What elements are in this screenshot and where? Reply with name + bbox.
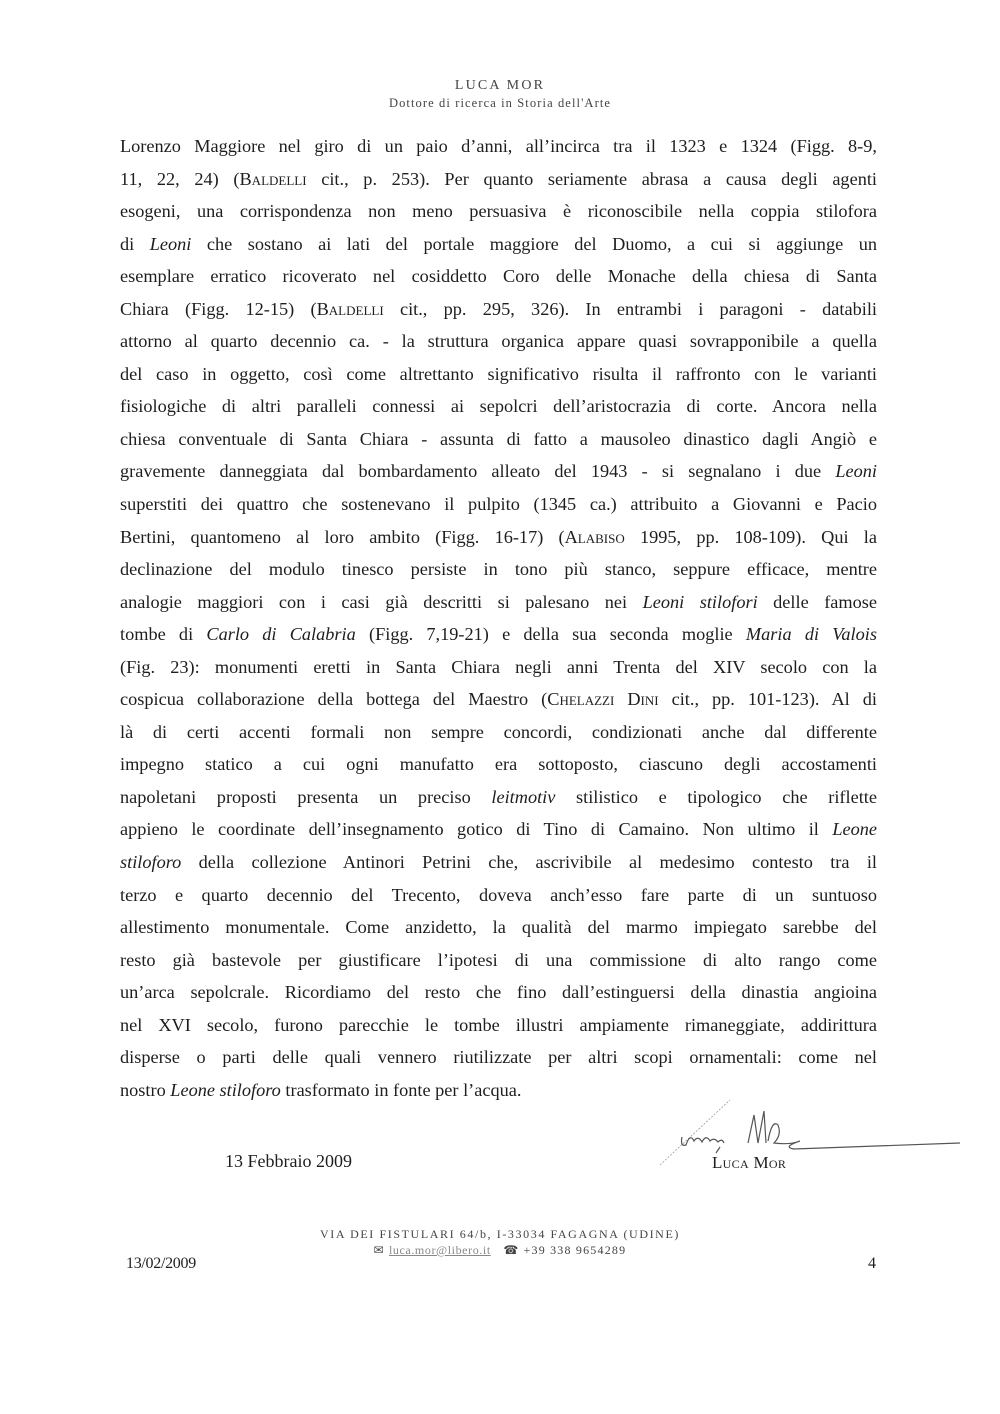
text-run: cit., p. 253). Per quanto seriamente abrasa a causa degli agenti	[306, 168, 877, 189]
body-line	[120, 390, 877, 423]
text-run: Lorenzo Maggiore nel giro di un paio d’anni, all’incirca tra il 1323 e 1324 (Figg. 8-9,	[120, 136, 877, 156]
text-run: trasformato in fonte per l’acqua.	[280, 1079, 522, 1100]
text-run: (Figg. 7,19-21) e della sua seconda moglie	[355, 624, 746, 645]
italic-term: leitmotiv	[491, 786, 556, 807]
text-run: tombe di	[120, 624, 207, 645]
text-run: 11, 22, 24) (	[120, 168, 240, 189]
text-run: chiesa conventuale di Santa Chiara - assunta di fatto a mausoleo dinastico dagli Angiò e	[120, 428, 877, 449]
text-run: terzo e quarto decennio del Trecento, doveva anch’esso fare parte di un suntuoso	[120, 884, 877, 905]
author-citation: Alabiso	[564, 526, 625, 547]
body-line	[120, 195, 877, 228]
italic-term: Leoni	[835, 461, 877, 482]
email-link[interactable]: luca.mor@libero.it	[388, 1243, 491, 1257]
letterhead-name: LUCA MOR	[454, 78, 546, 93]
text-run: impegno statico a cui ogni manufatto era sottoposto, ciascuno degli accostamenti	[120, 754, 877, 775]
text-run: del caso in oggetto, così come altrettanto significativo risulta il raffronto con le varianti	[120, 363, 877, 384]
handwritten-signature	[650, 1085, 970, 1175]
body-line	[120, 911, 877, 944]
text-run: cit., pp. 295, 326). In entrambi i paragoni - databili	[383, 298, 877, 319]
text-run: che sostano ai lati del portale maggiore del Duomo, a cui si aggiunge un	[191, 233, 877, 254]
author-citation: Baldelli	[239, 168, 307, 189]
body-line	[120, 130, 877, 163]
text-run: appieno le coordinate dell’insegnamento gotico di Tino di Camaino. Non ultimo il	[120, 819, 833, 840]
text-run: allestimento monumentale. Come anzidetto, la qualità del marmo impiegato sarebbe del	[120, 917, 877, 938]
body-line	[120, 879, 877, 912]
text-run: nostro	[120, 1079, 171, 1100]
phone-number: +39 338 9654289	[523, 1243, 627, 1257]
body-line	[120, 488, 877, 521]
author-citation: Baldelli	[316, 298, 384, 319]
body-line	[120, 846, 877, 879]
body-line	[120, 618, 877, 651]
text-run: stilistico e tipologico che riflette	[555, 786, 877, 807]
text-run: esemplare erratico ricoverato nel cosiddetto Coro delle Monache della chiesa di Santa	[120, 266, 877, 287]
body-text	[120, 130, 877, 1106]
body-line	[120, 423, 877, 456]
body-line	[120, 813, 877, 846]
print-date: 13/02/2009	[126, 1255, 196, 1272]
text-run: un’arca sepolcrale. Ricordiamo del resto che fino dall’estinguersi della dinastia angioina	[120, 982, 877, 1003]
text-run: (Fig. 23): monumenti eretti in Santa Chiara negli anni Trenta del XIV secolo con la	[120, 656, 877, 677]
body-line	[120, 781, 877, 814]
italic-term: Leone	[832, 819, 877, 840]
body-line	[120, 976, 877, 1009]
body-line	[120, 1009, 877, 1042]
text-run: cit., pp. 101-123). Al di	[658, 689, 877, 710]
body-line	[120, 748, 877, 781]
letterhead-subtitle: Dottore di ricerca in Storia dell'Arte	[388, 96, 612, 110]
text-run: gravemente danneggiata dal bombardamento alleato del 1943 - si segnalano i due	[120, 461, 836, 482]
text-run: della collezione Antinori Petrini che, ascrivibile al medesimo contesto tra il	[181, 852, 877, 873]
text-run: napoletani proposti presenta un preciso	[120, 786, 492, 807]
body-line	[120, 358, 877, 391]
text-run: declinazione del modulo tinesco persiste in tono più stanco, seppure efficace, mentre	[120, 559, 877, 580]
italic-term: Maria di Valois	[745, 624, 877, 645]
italic-term: Leone stiloforo	[170, 1079, 281, 1100]
text-run: attorno al quarto decennio ca. - la struttura organica appare quasi sovrapponibile a quella	[120, 331, 877, 352]
body-line	[120, 553, 877, 586]
text-run: resto già bastevole per giustificare l’ipotesi di una commissione di alto rango come	[120, 949, 877, 970]
closing-date: 13 Febbraio 2009	[225, 1151, 352, 1171]
text-run: là di certi accenti formali non sempre concordi, condizionati anche dal differente	[120, 721, 877, 742]
body-line	[120, 586, 877, 619]
body-line	[120, 521, 877, 554]
page-number: 4	[868, 1255, 876, 1272]
italic-term: Carlo di Calabria	[206, 624, 356, 645]
text-run: analogie maggiori con i casi già descritti si palesano nei	[120, 591, 643, 612]
text-run: esogeni, una corrispondenza non meno persuasiva è riconoscibile nella coppia stilofora	[120, 201, 877, 222]
text-run: cospicua collaborazione della bottega del Maestro (	[120, 689, 548, 710]
italic-term: Leoni	[149, 233, 192, 254]
body-line	[120, 455, 877, 488]
signer-name: Luca Mor	[712, 1153, 787, 1172]
body-line	[120, 325, 877, 358]
text-run: disperse o parti delle quali vennero riutilizzate per altri scopi ornamentali: come nel	[120, 1047, 877, 1068]
footer-address: VIA DEI FISTULARI 64/b, I-33034 FAGAGNA (UDINE)	[320, 1227, 680, 1241]
text-run: di	[120, 233, 150, 254]
text-run: superstiti dei quattro che sostenevano il pulpito (1345 ca.) attribuito a Giovanni e Pacio	[120, 494, 877, 515]
italic-term: Leoni stilofori	[642, 591, 758, 612]
body-line	[120, 293, 877, 326]
telephone-icon: ☎	[503, 1243, 520, 1257]
text-run: 1995, pp. 108-109). Qui la	[624, 526, 877, 547]
body-line	[120, 716, 877, 749]
text-run: Chiara (Figg. 12-15) (	[120, 298, 317, 319]
italic-term: stiloforo	[120, 852, 182, 873]
body-line	[120, 163, 877, 196]
body-line	[120, 944, 877, 977]
body-line	[120, 651, 877, 684]
author-citation: Chelazzi Dini	[547, 689, 659, 710]
text-run: fisiologiche di altri paralleli connessi ai sepolcri dell’aristocrazia di corte. Ancora nella	[120, 396, 877, 417]
envelope-icon: ✉	[373, 1243, 385, 1257]
body-line	[120, 683, 877, 716]
body-line	[120, 260, 877, 293]
body-line	[120, 1041, 877, 1074]
text-run: delle famose	[757, 591, 877, 612]
text-run: Bertini, quantomeno al loro ambito (Figg. 16-17) (	[120, 526, 565, 547]
text-run: nel XVI secolo, furono parecchie le tombe illustri ampiamente rimaneggiate, addirittura	[120, 1014, 877, 1035]
body-line	[120, 228, 877, 261]
